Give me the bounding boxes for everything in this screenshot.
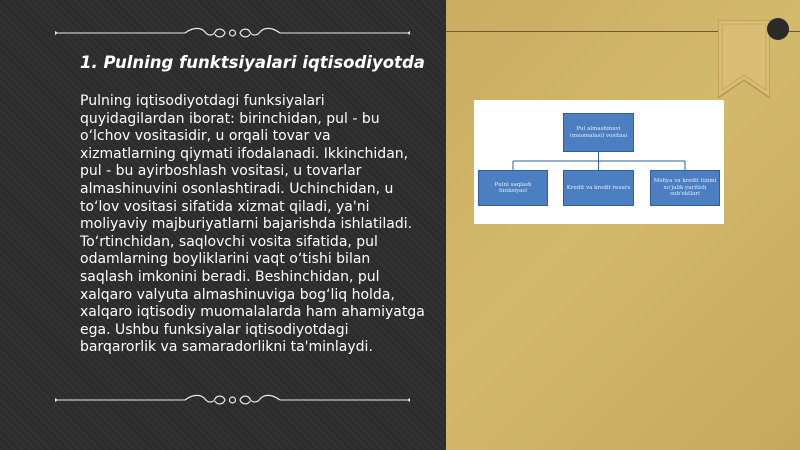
ribbon-ring — [767, 18, 789, 40]
slide-title: 1. Pulning funktsiyalari iqtisodiyotda — [80, 53, 425, 72]
flourish-divider-icon — [55, 393, 410, 407]
diagram-child-box: Kredit va kredit resurs — [563, 170, 634, 206]
flourish-divider-icon — [55, 26, 410, 40]
diagram-root-box: Pul almashinuvi (muomalasi) vositasi — [563, 113, 634, 152]
diagram-child-box: Pulni saqlash funksiyasi — [478, 170, 548, 206]
diagram-child-box: Moliya va kredit tizimi xo'jalik yuritish sub'ektlari — [650, 170, 720, 206]
bookmark-ribbon-icon — [718, 20, 770, 98]
slide-body-text: Pulning iqtisodiyotdagi funksiyalari quyidagilardan iborat: birinchidan, pul - bu o‘lchov vositasidir, u orqali tovar va xizmatlarning qiymati ifodalanadi. Ikkinchidan, pul - bu ayirboshlash vositasi, u tovarlar almashinuvini osonlashtiradi. Uchinchidan, u to‘lov vositasi sifatida xizmat qiladi, ya'ni moliyaviy majburiyatlarni bajarishda ishlatiladi. To‘rtinchidan, saqlovchi vosita sifatida, pul odamlarning boyliklarini vaqt o‘tishi bilan saqlash imkonini beradi. Beshinchidan, pul xalqaro valyuta almashinuviga bog‘liq holda, xalqaro iqtisodiy muomalalarda ham ahamiyatga ega. Ushbu funksiyalar iqtisodiyotdagi barqarorlik va samaradorlikni ta'minlaydi. — [80, 93, 425, 356]
hierarchy-diagram — [474, 100, 724, 224]
